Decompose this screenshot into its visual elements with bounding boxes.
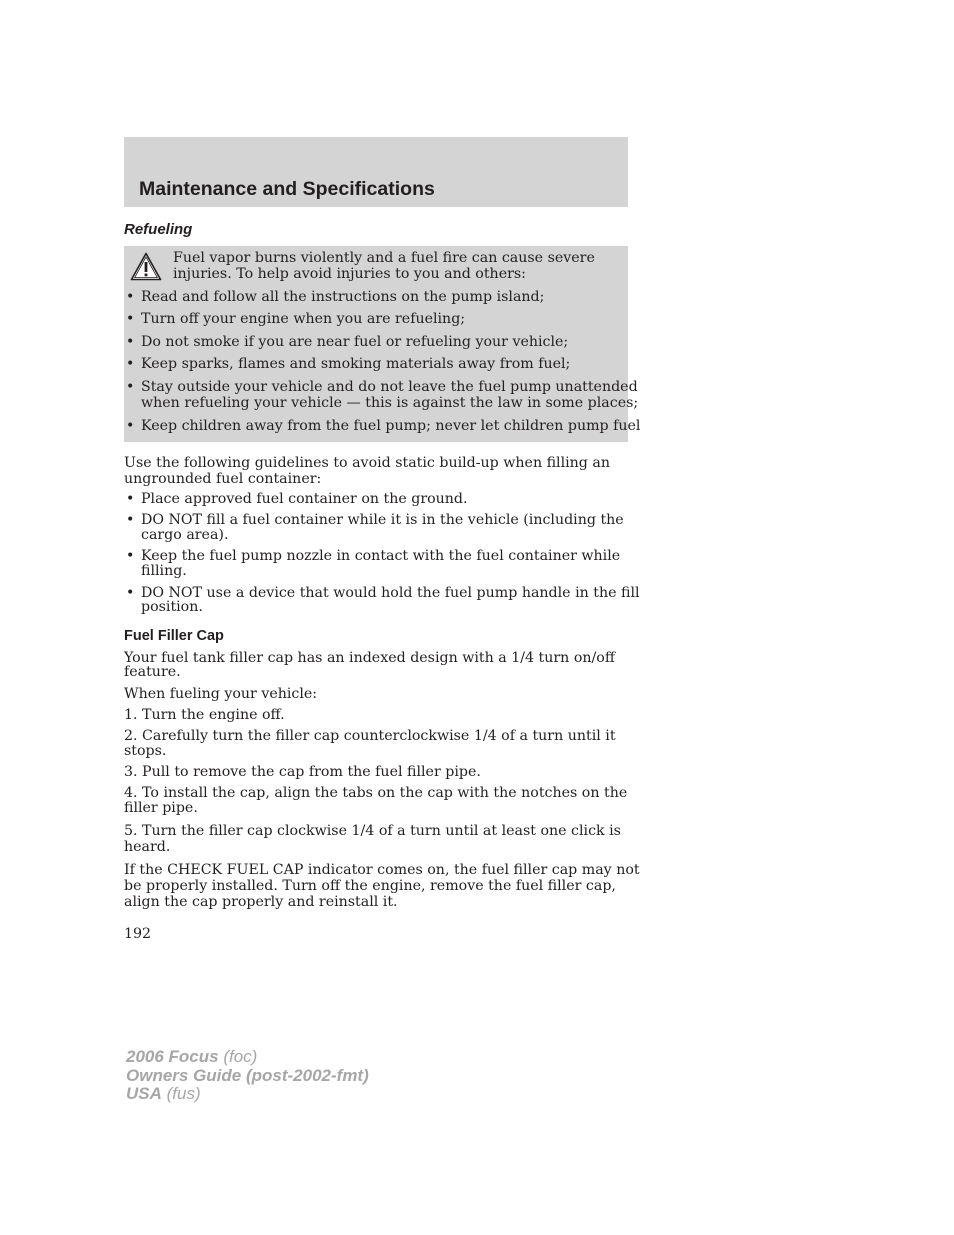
warning-item: Turn off your engine when you are refueling; xyxy=(141,311,466,327)
step-item: 3. Pull to remove the cap from the fuel filler pipe. xyxy=(124,764,481,780)
warning-triangle-icon xyxy=(130,252,162,281)
fuel-filler-cap-title: Fuel Filler Cap xyxy=(124,628,224,644)
static-item: DO NOT use a device that would hold the fuel pump handle in the fill xyxy=(141,585,640,601)
step-item: 4. To install the cap, align the tabs on the cap with the notches on the xyxy=(124,785,628,801)
footer-line-model xyxy=(126,1047,257,1066)
footer-line-guide xyxy=(126,1066,369,1085)
warning-intro: Fuel vapor burns violently and a fuel fire can cause severe xyxy=(173,250,595,266)
bullet-dot: • xyxy=(126,379,135,395)
footer-model: 2006 Focus xyxy=(126,1047,219,1066)
static-intro: Use the following guidelines to avoid static build-up when filling an xyxy=(124,455,610,471)
static-intro: ungrounded fuel container: xyxy=(124,471,322,487)
warning-intro: injuries. To help avoid injuries to you and others: xyxy=(173,266,526,282)
bullet-dot: • xyxy=(126,289,135,305)
footer-line-region xyxy=(126,1084,201,1103)
filler-cap-desc: Your fuel tank filler cap has an indexed design with a 1/4 turn on/off xyxy=(124,650,615,666)
footer-guide: Owners Guide (post-2002-fmt) xyxy=(126,1066,369,1085)
warning-item: Keep sparks, flames and smoking materials away from fuel; xyxy=(141,356,571,372)
section-title: Maintenance and Specifications xyxy=(139,178,435,200)
step-item: stops. xyxy=(124,743,167,759)
bullet-dot: • xyxy=(126,491,135,507)
footer-region-code: (fus) xyxy=(161,1084,201,1103)
bullet-dot: • xyxy=(126,334,135,350)
bullet-dot: • xyxy=(126,585,135,601)
static-item: filling. xyxy=(141,563,187,579)
static-item: DO NOT fill a fuel container while it is in the vehicle (including the xyxy=(141,512,624,528)
static-item: Place approved fuel container on the ground. xyxy=(141,491,468,507)
bullet-dot: • xyxy=(126,548,135,564)
warning-item: Do not smoke if you are near fuel or refueling your vehicle; xyxy=(141,334,569,350)
static-item: cargo area). xyxy=(141,527,229,543)
refueling-title: Refueling xyxy=(124,221,193,238)
footer-region: USA xyxy=(126,1084,162,1103)
warning-item: Read and follow all the instructions on the pump island; xyxy=(141,289,545,305)
step-item: 5. Turn the filler cap clockwise 1/4 of a turn until at least one click is xyxy=(124,823,621,839)
when-fueling-text: When fueling your vehicle: xyxy=(124,686,318,702)
filler-cap-desc: feature. xyxy=(124,664,181,680)
step-item: 1. Turn the engine off. xyxy=(124,707,285,723)
warning-item: when refueling your vehicle — this is against the law in some places; xyxy=(141,395,639,411)
warning-item: Stay outside your vehicle and do not leave the fuel pump unattended xyxy=(141,379,638,395)
page-number: 192 xyxy=(124,926,152,942)
bullet-dot: • xyxy=(126,311,135,327)
static-item: Keep the fuel pump nozzle in contact with the fuel container while xyxy=(141,548,621,564)
check-fuel-cap-text: If the CHECK FUEL CAP indicator comes on, the fuel filler cap may not xyxy=(124,862,640,878)
step-item: filler pipe. xyxy=(124,800,198,816)
static-item: position. xyxy=(141,599,203,615)
step-item: 2. Carefully turn the filler cap counterclockwise 1/4 of a turn until it xyxy=(124,728,616,744)
warning-item: Keep children away from the fuel pump; never let children pump fuel xyxy=(141,418,641,434)
footer-model-code: (foc) xyxy=(218,1047,258,1066)
bullet-dot: • xyxy=(126,512,135,528)
bullet-dot: • xyxy=(126,418,135,434)
bullet-dot: • xyxy=(126,356,135,372)
check-fuel-cap-text: be properly installed. Turn off the engine, remove the fuel filler cap, xyxy=(124,878,616,894)
step-item: heard. xyxy=(124,839,171,855)
check-fuel-cap-text: align the cap properly and reinstall it. xyxy=(124,894,398,910)
